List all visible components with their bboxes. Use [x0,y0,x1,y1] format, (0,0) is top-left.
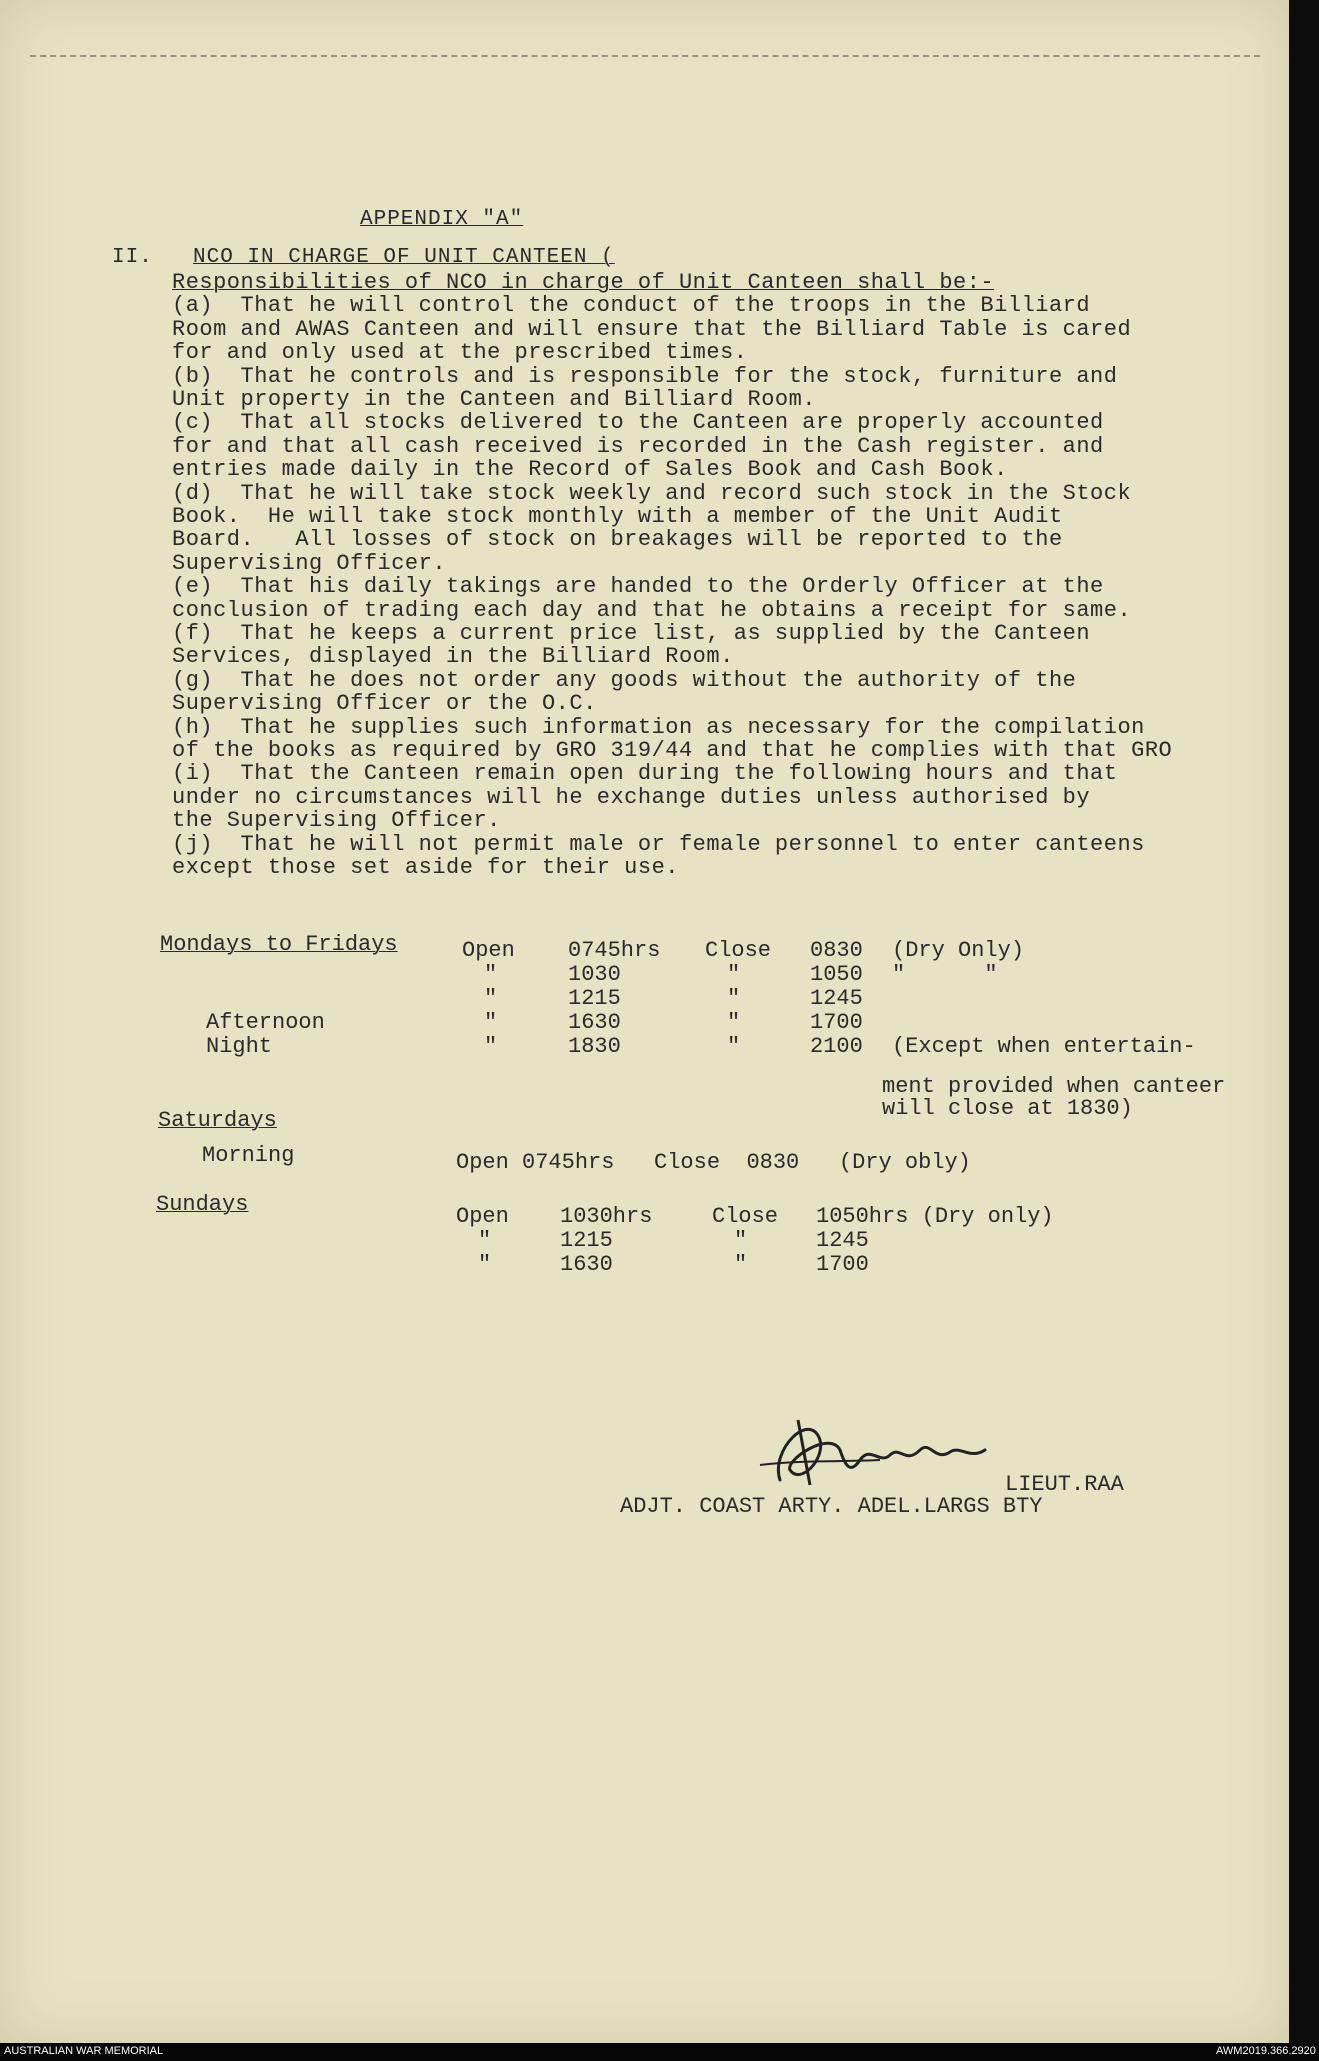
weekdays-heading: Mondays to Fridays [160,932,398,957]
sunday-close-word: " [734,1228,748,1253]
sunday-close-word: " [734,1252,748,1277]
weekday-open-word: Open [462,938,515,963]
body-line: (i) That the Canteen remain open during the following hours and that [172,761,1118,787]
body-line: Responsibilities of NCO in charge of Unit Canteen shall be:- [172,270,995,295]
weekday-close-word: " [727,1034,741,1059]
sunday-close-time: 1245 [816,1228,869,1253]
sunday-open-word: " [478,1228,492,1253]
body-line: conclusion of trading each day and that he obtains a receipt for same. [172,597,1132,623]
body-line: entries made daily in the Record of Sales Book and Cash Book. [172,457,1008,483]
body-line: (f) That he keeps a current price list, as supplied by the Canteen [172,621,1091,646]
weekday-open-time: 0745hrs [568,938,661,963]
body-line: Supervising Officer. [172,550,447,576]
footer-left: AUSTRALIAN WAR MEMORIAL [4,2045,164,2057]
sunday-close-time: 1050hrs (Dry only) [816,1204,1054,1229]
body-line: (e) That his daily takings are handed to the Orderly Officer at the [172,574,1104,600]
body-line: the Supervising Officer. [172,808,501,834]
sunday-open-time: 1630 [560,1252,613,1277]
signature-unit: ADJT. COAST ARTY. ADEL.LARGS BTY [620,1494,1043,1519]
weekday-open-time: 1215 [568,986,621,1011]
signature-mark [740,1390,1020,1500]
weekday-note-line-2: ment provided when canteer [882,1074,1226,1099]
weekday-open-word: " [484,962,498,987]
body-line: of the books as required by GRO 319/44 and that he complies with that GRO [172,738,1173,763]
body-line: Supervising Officer or the O.C. [172,691,597,717]
body-line: (g) That he does not order any goods without the authority of the [172,667,1077,693]
saturday-label: Morning [202,1143,295,1168]
weekday-open-time: 1830 [568,1034,621,1059]
weekday-close-word: " [727,1010,741,1035]
top-edge-marks [30,55,1260,79]
weekday-row-label: Night [206,1034,273,1059]
sunday-close-time: 1700 [816,1252,869,1277]
weekday-close-time: 1050 [810,962,863,987]
weekday-close-word: Close [705,938,772,963]
sunday-close-word: Close [712,1204,779,1229]
body-line: under no circumstances will he exchange duties unless authorised by [172,784,1091,810]
sunday-open-time: 1215 [560,1228,613,1253]
saturdays-heading: Saturdays [158,1108,277,1133]
sunday-open-word: " [478,1252,492,1277]
body-line: except those set aside for their use. [172,855,679,880]
weekday-note-line-3: will close at 1830) [882,1096,1133,1121]
weekday-open-word: " [484,1034,498,1059]
weekday-close-word: " [727,986,741,1011]
weekday-row-note: (Except when entertain- [892,1034,1196,1059]
body-line: (a) That he will control the conduct of the troops in the Billiard [172,293,1091,319]
signature-rank: LIEUT.RAA [1005,1472,1124,1497]
body-line: Unit property in the Canteen and Billiard Room. [172,387,817,412]
weekday-close-time: 1700 [810,1010,863,1035]
appendix-title: APPENDIX "A" [360,208,524,231]
sunday-open-time: 1030hrs [560,1204,653,1229]
weekday-row-note: (Dry Only) [892,938,1025,963]
body-line: Room and AWAS Canteen and will ensure that the Billiard Table is cared [172,316,1132,342]
sunday-open-word: Open [456,1204,509,1229]
weekday-open-time: 1630 [568,1010,621,1035]
weekday-row-note: " " [892,962,998,987]
section-heading: NCO IN CHARGE OF UNIT CANTEEN ( [193,246,615,269]
body-line: (h) That he supplies such information as necessary for the compilation [172,714,1145,740]
section-number: II. [112,246,153,269]
weekday-open-word: " [484,1010,498,1035]
body-line: (c) That all stocks delivered to the Canteen are properly accounted [172,410,1104,436]
body-line: for and only used at the prescribed times. [172,340,748,366]
footer-right: AWM2019.366.2920 [1216,2045,1316,2057]
body-line: Book. He will take stock monthly with a member of the Unit Audit [172,504,1063,529]
body-line: (b) That he controls and is responsible for the stock, furniture and [172,363,1118,389]
body-line: for and that all cash received is recorded in the Cash register. and [172,433,1104,459]
weekday-close-time: 2100 [810,1034,863,1059]
weekday-open-word: " [484,986,498,1011]
sundays-heading: Sundays [156,1192,249,1217]
body-line: (j) That he will not permit male or female personnel to enter canteens [172,831,1145,857]
weekday-row-label: Afternoon [206,1010,325,1035]
scan-border [1289,0,1319,2043]
weekday-close-time: 1245 [810,986,863,1011]
saturday-hours: Open 0745hrs Close 0830 (Dry obly) [456,1150,971,1175]
body-line: Services, displayed in the Billiard Room. [172,644,734,670]
weekday-close-time: 0830 [810,938,863,963]
body-line: (d) That he will take stock weekly and record such stock in the Stock [172,480,1132,506]
body-line: Board. All losses of stock on breakages will be reported to the [172,527,1063,553]
weekday-close-word: " [727,962,741,987]
weekday-open-time: 1030 [568,962,621,987]
